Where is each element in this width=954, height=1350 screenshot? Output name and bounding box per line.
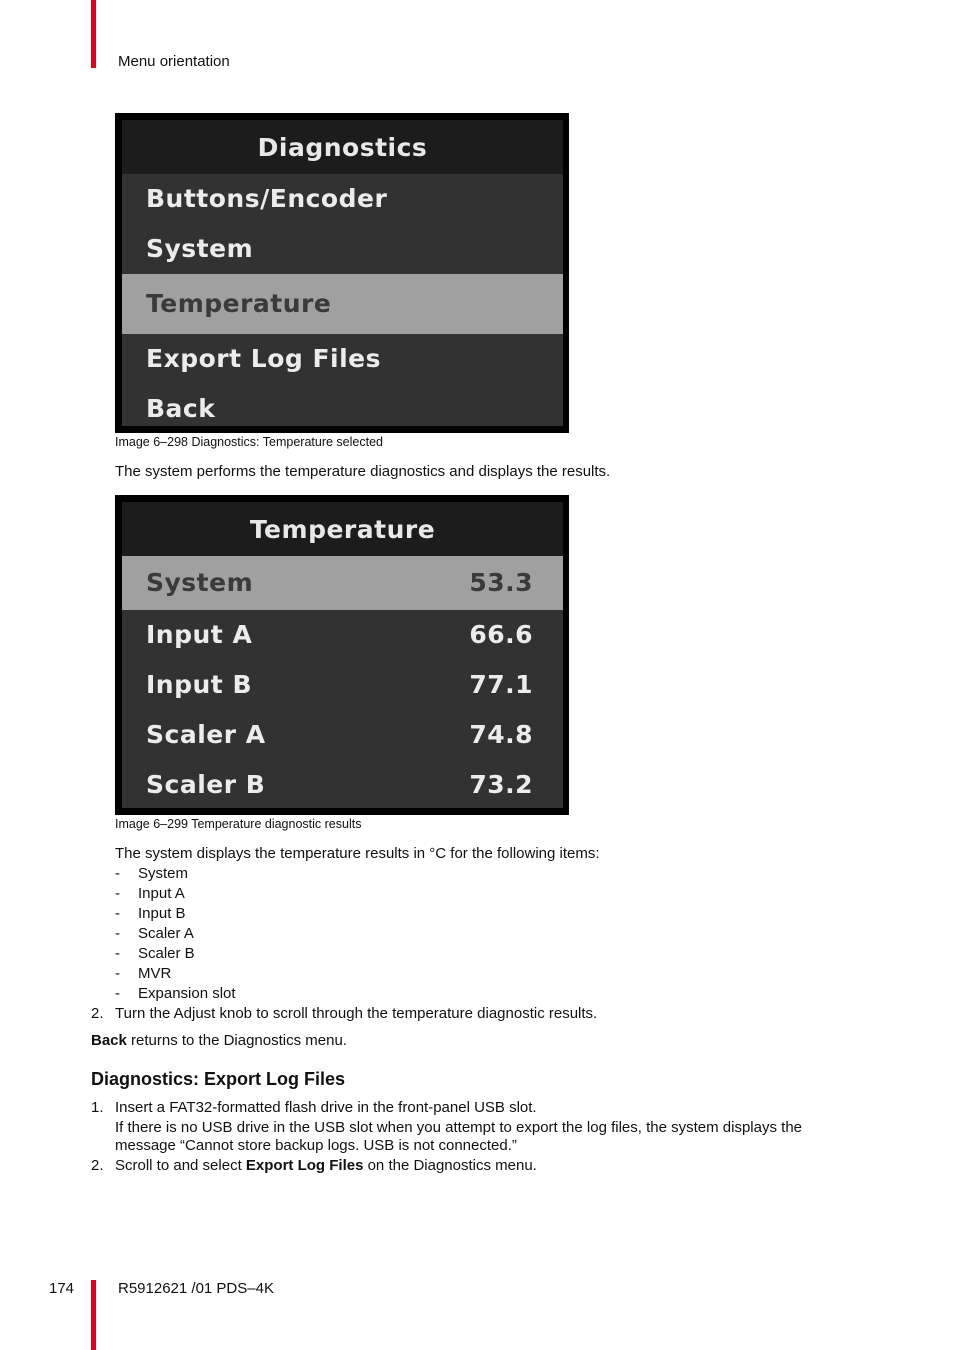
diagnostics-menu-screenshot bbox=[115, 113, 569, 433]
temp-row-value: 74.8 bbox=[469, 720, 533, 749]
temp-row-value: 53.3 bbox=[469, 568, 533, 597]
temperature-menu bbox=[122, 502, 563, 808]
list-item-text: Scaler B bbox=[138, 945, 195, 962]
list-item: - MVR bbox=[115, 965, 172, 982]
temp-row-label: Scaler B bbox=[146, 770, 266, 799]
menu-item-back bbox=[122, 384, 563, 434]
temp-row-input-a bbox=[122, 610, 563, 660]
menu-item-temperature bbox=[122, 274, 563, 334]
step-text: Insert a FAT32-formatted flash drive in the front-panel USB slot. bbox=[115, 1099, 537, 1116]
list-item: - Input A bbox=[115, 885, 185, 902]
menu-item-label: System bbox=[146, 234, 254, 263]
list-item-text: Scaler A bbox=[138, 925, 194, 942]
list-item-text: Input B bbox=[138, 905, 186, 922]
paragraph-results-items: The system displays the temperature results in °C for the following items: bbox=[115, 845, 600, 862]
list-item: - Scaler A bbox=[115, 925, 194, 942]
section-heading: Diagnostics: Export Log Files bbox=[91, 1069, 346, 1089]
diagnostics-menu-title: Diagnostics bbox=[122, 120, 563, 174]
temp-row-scaler-a bbox=[122, 710, 563, 760]
step-text: Turn the Adjust knob to scroll through the temperature diagnostic results. bbox=[115, 1005, 598, 1022]
step-text-part: Scroll to and select bbox=[115, 1157, 246, 1174]
list-item-text: System bbox=[138, 865, 189, 882]
figure2-caption: Image 6–299 Temperature diagnostic results bbox=[115, 817, 362, 831]
step-note: If there is no USB drive in the USB slot when you attempt to export the log files, the system displays the bbox=[115, 1119, 803, 1136]
step-text bbox=[115, 1156, 537, 1176]
step-number: 1. bbox=[91, 1099, 104, 1116]
temperature-menu-title: Temperature bbox=[122, 502, 563, 556]
menu-item-export-log-files bbox=[122, 334, 563, 384]
list-item: - System bbox=[115, 865, 189, 882]
footer-accent-bar bbox=[91, 1280, 96, 1350]
step-text-part: on the Diagnostics menu. bbox=[363, 1157, 537, 1174]
page-number: 174 bbox=[49, 1280, 75, 1297]
step-number: 2. bbox=[91, 1157, 104, 1174]
temp-row-value: 66.6 bbox=[469, 620, 533, 649]
menu-item-label: Buttons/Encoder bbox=[146, 184, 388, 213]
menu-item-label: Temperature bbox=[146, 289, 332, 318]
list-item-text: Expansion slot bbox=[138, 985, 236, 1002]
back-note-text: returns to the Diagnostics menu. bbox=[126, 1032, 347, 1049]
section-header: Menu orientation bbox=[118, 53, 230, 70]
temp-row-label: Scaler A bbox=[146, 720, 266, 749]
list-item: - Scaler B bbox=[115, 945, 195, 962]
step-text-bold: Export Log Files bbox=[245, 1157, 364, 1174]
document-id: R5912621 /01 PDS–4K bbox=[118, 1280, 274, 1297]
temp-row-label: Input B bbox=[146, 670, 253, 699]
temp-row-scaler-b bbox=[122, 760, 563, 810]
temperature-results-screenshot bbox=[115, 495, 569, 815]
menu-item-system bbox=[122, 224, 563, 274]
temp-row-value: 77.1 bbox=[469, 670, 533, 699]
list-item: - Input B bbox=[115, 905, 186, 922]
menu-item-label: Export Log Files bbox=[146, 344, 382, 373]
diagnostics-menu bbox=[122, 120, 563, 426]
step-number: 2. bbox=[91, 1005, 104, 1022]
header-accent-bar bbox=[91, 0, 96, 68]
menu-item-buttons-encoder bbox=[122, 174, 563, 224]
back-note bbox=[91, 1031, 347, 1051]
back-label: Back bbox=[91, 1032, 127, 1049]
list-item-text: Input A bbox=[138, 885, 185, 902]
temp-row-label: System bbox=[146, 568, 254, 597]
temp-row-input-b bbox=[122, 660, 563, 710]
list-item: - Expansion slot bbox=[115, 985, 236, 1002]
step-note: message “Cannot store backup logs. USB is not connected.” bbox=[115, 1137, 517, 1154]
temp-row-system bbox=[122, 556, 563, 610]
temp-row-value: 73.2 bbox=[469, 770, 533, 799]
list-item-text: MVR bbox=[138, 965, 172, 982]
figure1-caption: Image 6–298 Diagnostics: Temperature selected bbox=[115, 435, 383, 449]
menu-item-label: Back bbox=[146, 394, 216, 423]
paragraph-results-intro: The system performs the temperature diagnostics and displays the results. bbox=[115, 463, 611, 480]
temp-row-label: Input A bbox=[146, 620, 253, 649]
